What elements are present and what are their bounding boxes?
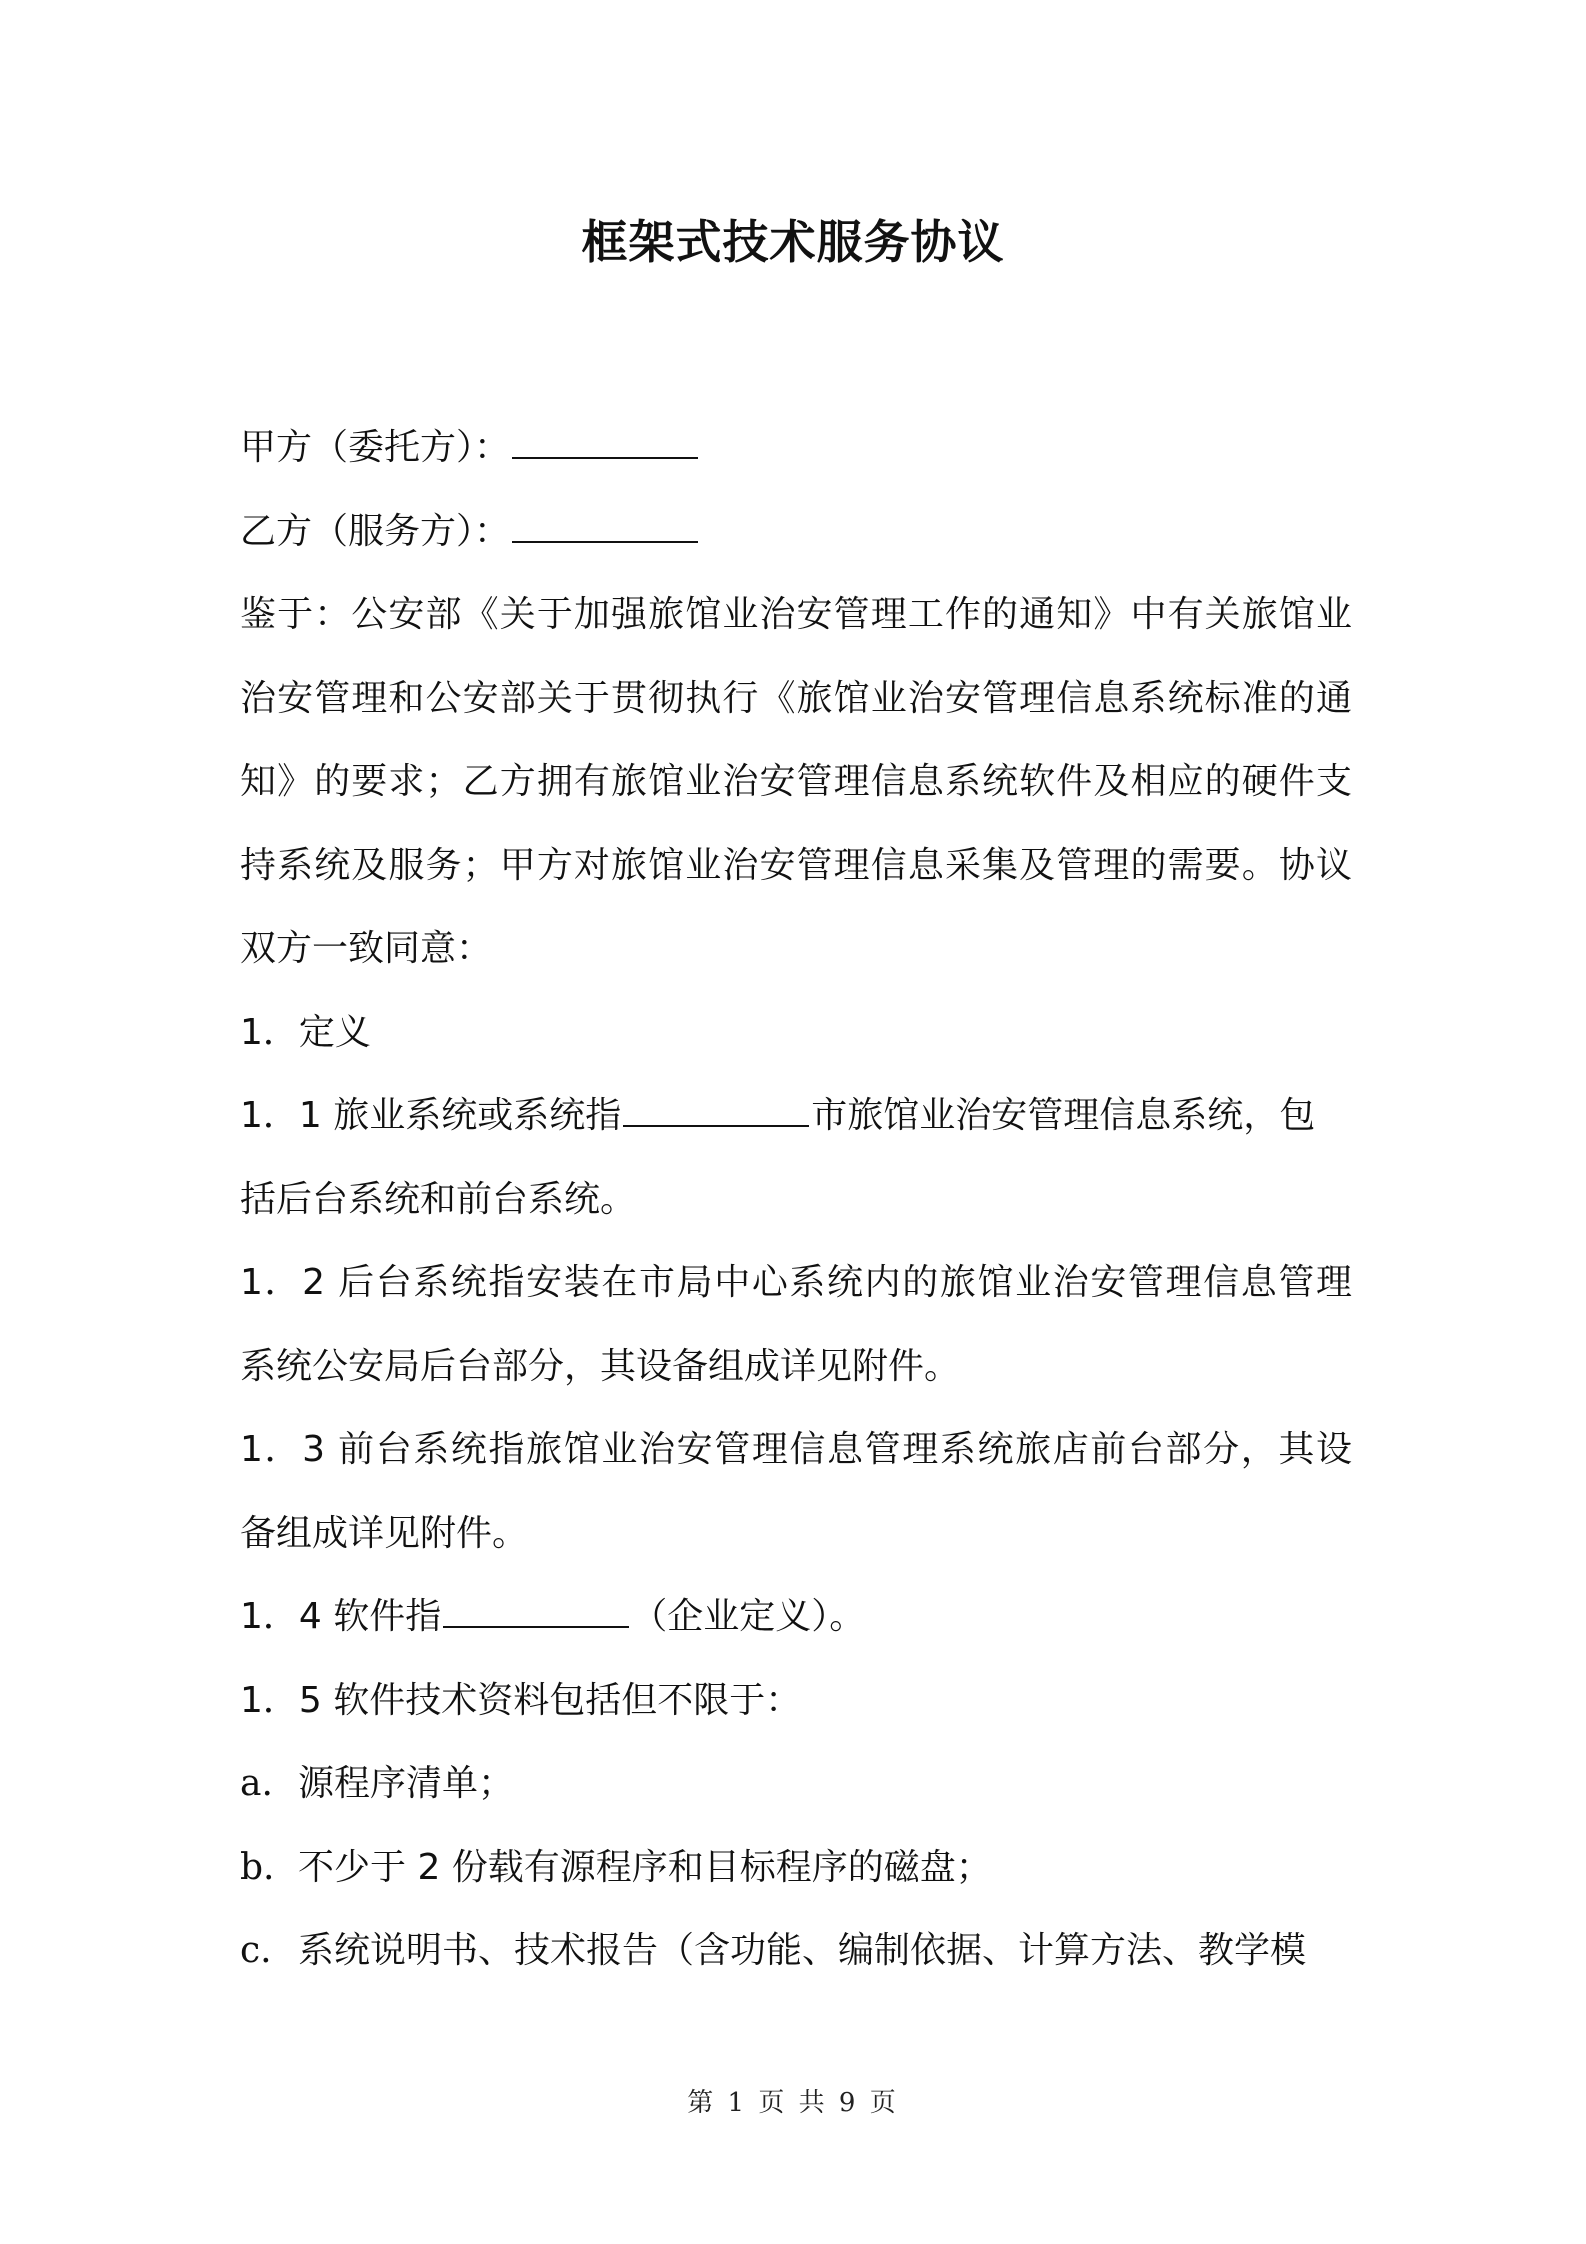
party-b-label: 乙方（服务方）： xyxy=(240,510,511,552)
clause-1-2-line: 系统公安局后台部分，其设备组成详见附件。 xyxy=(240,1345,961,1387)
list-item-marker: b. xyxy=(240,1846,275,1888)
clause-1-4-before: 1．4 软件指 xyxy=(240,1596,442,1637)
list-item xyxy=(240,1909,1352,1993)
document-title: 框架式技术服务协议 xyxy=(581,215,1005,269)
list-item xyxy=(240,1826,1352,1910)
preamble-line: 持系统及服务；甲方对旅馆业治安管理信息采集及管理的需要。协议 xyxy=(240,844,1352,886)
preamble-line: 双方一致同意： xyxy=(240,928,493,969)
list-item-text: 系统说明书、技术报告（含功能、编制依据、计算方法、教学模 xyxy=(298,1930,1307,1971)
list-item xyxy=(240,1742,1352,1826)
preamble-line: 治安管理和公安部关于贯彻执行《旅馆业治安管理信息系统标准的通 xyxy=(240,677,1352,719)
clause-1-4-blank xyxy=(443,1596,629,1628)
clause-1-1-after: 市旅馆业治安管理信息系统，包 xyxy=(811,1095,1316,1136)
list-item-text: 不少于 2 份载有源程序和目标程序的磁盘； xyxy=(298,1846,992,1888)
party-b-line xyxy=(240,490,1352,574)
clause-1-3-line: 备组成详见附件。 xyxy=(240,1512,529,1554)
clause-1-4-line xyxy=(240,1575,1352,1659)
list-item-marker: c. xyxy=(240,1930,272,1971)
section-1-heading: 1．定义 xyxy=(240,1011,371,1053)
clause-1-1-before: 1．1 旅业系统或系统指 xyxy=(240,1095,622,1136)
preamble-line: 鉴于：公安部《关于加强旅馆业治安管理工作的通知》中有关旅馆业 xyxy=(240,594,1352,635)
list-item-text: 源程序清单； xyxy=(298,1763,515,1804)
clause-1-1-blank xyxy=(623,1095,809,1127)
page-footer: 第 1 页 共 9 页 xyxy=(687,2088,899,2118)
party-a-label: 甲方（委托方）： xyxy=(240,427,511,468)
clause-1-3-line: 1．3 前台系统指旅馆业治安管理信息管理系统旅店前台部分，其设 xyxy=(240,1429,1352,1470)
clause-1-1-line xyxy=(240,1074,1352,1158)
preamble-line: 知》的要求；乙方拥有旅馆业治安管理信息系统软件及相应的硬件支 xyxy=(240,761,1352,802)
clause-1-5-line: 1．5 软件技术资料包括但不限于： xyxy=(240,1679,802,1721)
party-a-blank xyxy=(512,427,698,459)
party-b-blank xyxy=(512,511,698,543)
clause-1-1-continuation: 括后台系统和前台系统。 xyxy=(240,1178,637,1220)
party-a-line xyxy=(240,406,1352,490)
list-item-marker: a. xyxy=(240,1763,273,1804)
clause-1-4-after: （企业定义）。 xyxy=(631,1596,866,1637)
document-body xyxy=(240,406,1352,1993)
clause-1-2-line: 1．2 后台系统指安装在市局中心系统内的旅馆业治安管理信息管理 xyxy=(240,1262,1352,1303)
